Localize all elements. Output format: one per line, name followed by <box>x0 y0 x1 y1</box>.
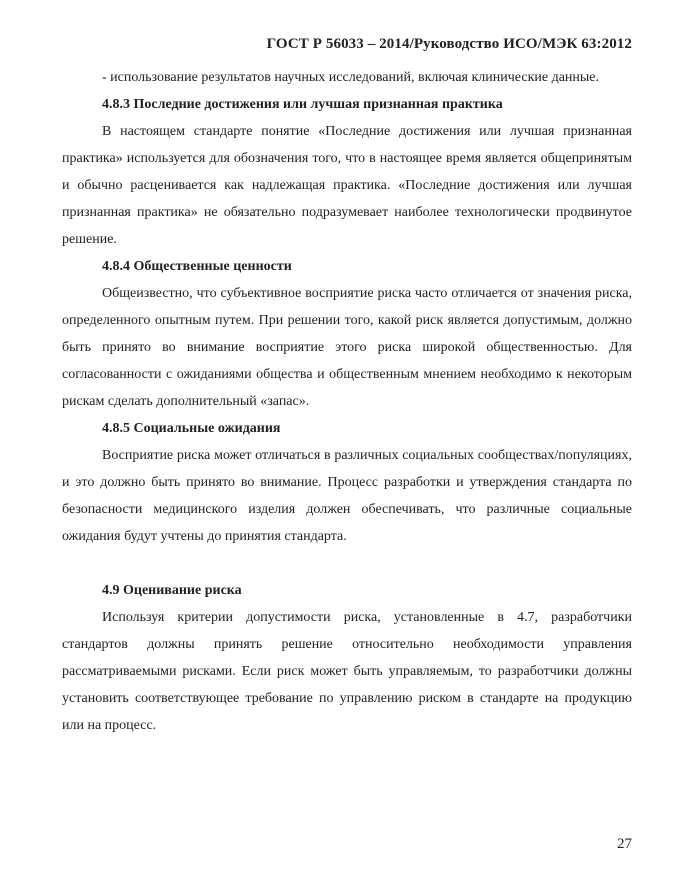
paragraph-4-8-3: В настоящем стандарте понятие «Последние достижения или лучшая признанная практика» используется для обозначения того, что в настоящее время является общепринятым и обычно расценивается как надлежащая практика. «Последние достижения или лучшая признанная практика» не обязательно подразумевает наиболее технологически продвинутое решение. <box>62 124 632 247</box>
page-number: 27 <box>617 836 632 852</box>
section-heading-4-8-3: 4.8.3 Последние достижения или лучшая признанная практика <box>102 97 503 112</box>
running-header: ГОСТ Р 56033 – 2014/Руководство ИСО/МЭК 63:2012 <box>266 36 632 52</box>
paragraph-4-8-5: Восприятие риска может отличаться в различных социальных сообществах/популяциях, и это должно быть принято во внимание. Процесс разработки и утверждения стандарта по безопасности медицинского изделия должен обеспечивать, что различные социальные ожидания будут учтены до принятия стандарта. <box>62 448 632 544</box>
section-heading-4-8-5: 4.8.5 Социальные ожидания <box>102 421 281 436</box>
section-heading-4-8-4: 4.8.4 Общественные ценности <box>102 259 292 274</box>
document-body <box>62 64 632 739</box>
paragraph-intro: - использование результатов научных исследований, включая клинические данные. <box>102 70 600 85</box>
section-heading-4-9: 4.9 Оценивание риска <box>102 583 242 598</box>
paragraph-4-8-4: Общеизвестно, что субъективное восприятие риска часто отличается от значения риска, определенного опытным путем. При решении того, какой риск является допустимым, должно быть принято во внимание восприятие этого риска широкой общественностью. Для согласованности с ожиданиями общества и общественным мнением необходимо к некоторым рискам сделать дополнительный «запас». <box>62 286 632 409</box>
section-spacer <box>62 550 632 577</box>
paragraph-4-9: Используя критерии допустимости риска, установленные в 4.7, разработчики стандартов должны принять решение относительно необходимости управления рассматриваемыми рисками. Если риск может быть управляемым, то разработчики должны установить соответствующее требование по управлению риском в стандарте на продукцию или на процесс. <box>62 610 632 733</box>
